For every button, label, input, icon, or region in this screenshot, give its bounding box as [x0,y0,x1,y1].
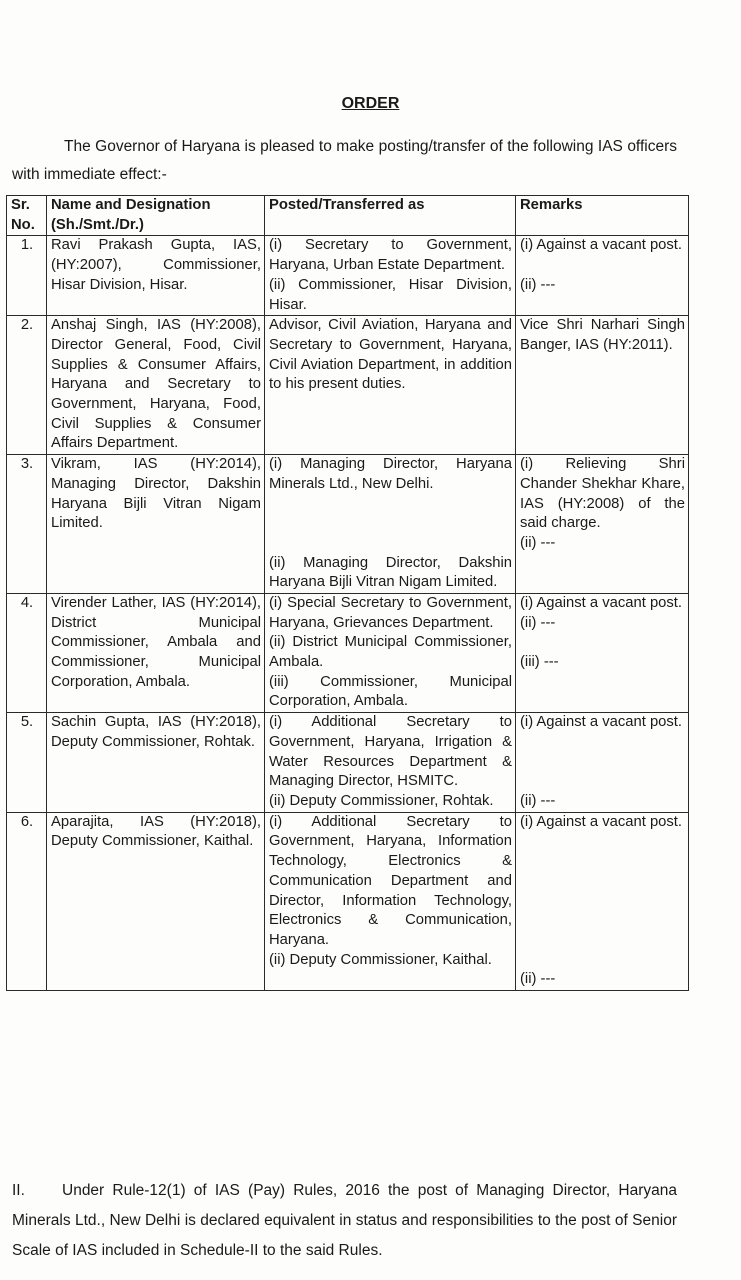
row-remarks [516,236,689,316]
remark-item: (ii) --- [520,971,556,988]
posted-item: (i) Managing Director, Haryana Minerals Ltd., New Delhi. [269,456,512,492]
postings-table [6,195,689,991]
header-posted-transferred: Posted/Transferred as [265,196,516,236]
row-remarks: Vice Shri Narhari Singh Banger, IAS (HY:2011). [516,316,689,455]
posted-item: (ii) District Municipal Commissioner, Ambala. [269,634,512,671]
row-posted [265,713,516,813]
row-name-designation: Ravi Prakash Gupta, IAS, (HY:2007), Commissioner, Hisar Division, Hisar. [47,236,265,316]
remark-item: (ii) --- [520,534,556,551]
posted-item: (i) Special Secretary to Government, Haryana, Grievances Department. [269,594,512,631]
remark-item: (i) Against a vacant post. [520,237,683,254]
posted-item: (i) Additional Secretary to Government, Haryana, Irrigation & Water Resources Department & Managing Director, HSMITC. [269,714,512,790]
row-name-designation: Aparajita, IAS (HY:2018), Deputy Commissioner, Kaithal. [47,812,265,990]
row-sr-no: 1. [7,236,47,316]
remark-item: (i) Against a vacant post. [520,714,683,731]
remark-item: (ii) --- [520,614,556,631]
posted-item: (ii) Managing Director, Dakshin Haryana Bijli Vitran Nigam Limited. [269,554,512,591]
remark-item: (ii) --- [520,276,556,293]
row-name-designation: Sachin Gupta, IAS (HY:2018), Deputy Commissioner, Rohtak. [47,713,265,813]
row-posted [265,812,516,990]
remark-item: (i) Against a vacant post. [520,594,683,611]
posted-item: (iii) Commissioner, Municipal Corporation, Ambala. [269,673,512,710]
table-row [7,593,689,712]
remark-item: (i) Relieving Shri Chander Shekhar Khare, IAS (HY:2008) of the said charge. [520,456,685,532]
table-row [7,713,689,813]
remark-item: (iii) --- [520,654,559,671]
posted-item: (ii) Deputy Commissioner, Rohtak. [269,792,494,809]
row-name-designation: Anshaj Singh, IAS (HY:2008), Director General, Food, Civil Supplies & Consumer Affairs, Haryana and Secretary to Government, Haryana, Food, Civil Supplies & Consumer Affairs Department. [47,316,265,455]
row-remarks [516,455,689,594]
row-remarks [516,713,689,813]
table-row [7,812,689,990]
row-remarks [516,593,689,712]
rule-paragraph [12,1176,677,1266]
row-sr-no: 5. [7,713,47,813]
row-posted [265,593,516,712]
intro-paragraph: The Governor of Haryana is pleased to make posting/transfer of the following IAS officers with immediate effect:- [12,138,677,183]
table-row [7,455,689,594]
row-posted [265,455,516,594]
row-sr-no: 6. [7,812,47,990]
remark-item: (ii) --- [520,792,556,809]
row-sr-no: 2. [7,316,47,455]
header-sr-no: Sr. No. [7,196,47,236]
row-posted: Advisor, Civil Aviation, Haryana and Secretary to Government, Haryana, Civil Aviation Department, in addition to his present duties. [265,316,516,455]
row-posted [265,236,516,316]
row-sr-no: 3. [7,455,47,594]
header-remarks: Remarks [516,196,689,236]
table-row [7,236,689,316]
row-remarks [516,812,689,990]
table-header-row [7,196,689,236]
posted-item: (i) Secretary to Government, Haryana, Urban Estate Department. [269,237,512,274]
page-title: ORDER [341,95,400,112]
row-sr-no: 4. [7,593,47,712]
remark-item: (i) Against a vacant post. [520,813,683,830]
posted-item: (ii) Deputy Commissioner, Kaithal. [269,951,492,968]
header-name-designation: Name and Designation (Sh./Smt./Dr.) [47,196,265,236]
row-name-designation: Vikram, IAS (HY:2014), Managing Director, Dakshin Haryana Bijli Vitran Nigam Limited. [47,455,265,594]
posted-item: (i) Additional Secretary to Government, Haryana, Information Technology, Electronics & Communication Department and Director, Information Technology, Electronics & Communication, Haryana. [269,813,512,948]
table-row [7,316,689,455]
paragraph-number: II. [12,1182,25,1199]
paragraph-text: Under Rule-12(1) of IAS (Pay) Rules, 2016 the post of Managing Director, Haryana Minerals Ltd., New Delhi is declared equivalent in status and responsibilities to the post of Senior Scale of IAS included in Schedule-II to the said Rules. [12,1182,677,1259]
posted-item: (ii) Commissioner, Hisar Division, Hisar. [269,276,512,313]
row-name-designation: Virender Lather, IAS (HY:2014), District Municipal Commissioner, Ambala and Commissioner, Municipal Corporation, Ambala. [47,593,265,712]
